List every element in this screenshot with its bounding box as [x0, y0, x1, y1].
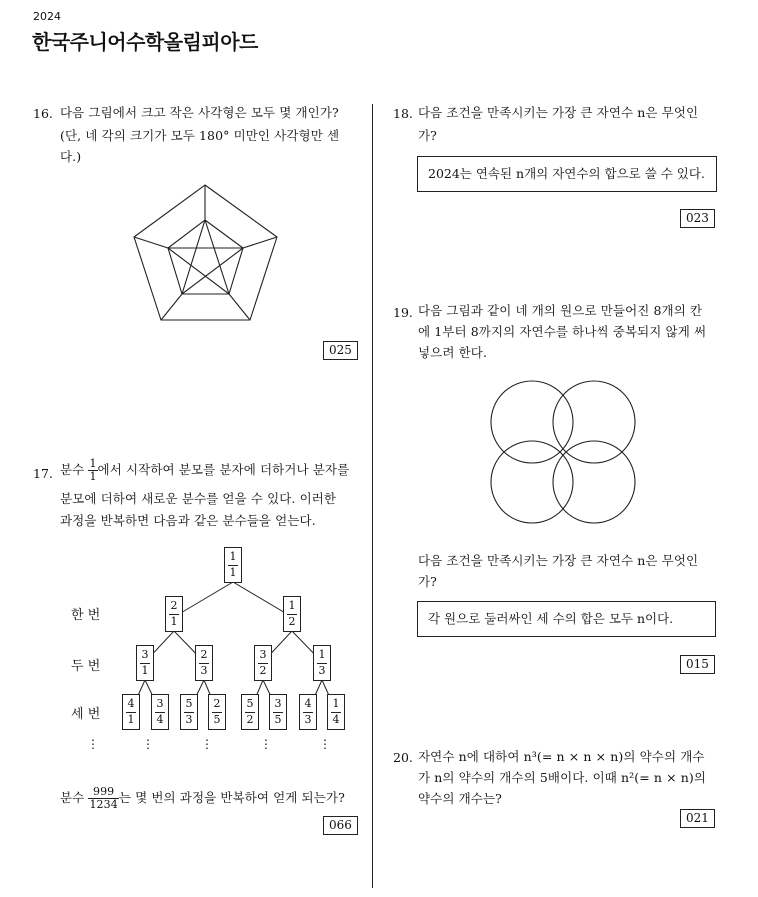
problem-20-line2: 가 n의 약수의 개수의 5배이다. 이때 n²(= n × n)의	[418, 770, 707, 785]
problem-19-number: 19.	[393, 305, 413, 320]
question-fraction: $\frac{999}{1234}$	[89, 785, 118, 811]
fraction-node: 1 2	[283, 596, 301, 632]
fraction-node: 2 3	[195, 645, 213, 681]
circle-top-left	[491, 381, 573, 463]
row-label-2: 두 번	[71, 659, 101, 674]
problem-19-line4: 다음 조건을 만족시키는 가장 큰 자연수 n은 무엇인	[418, 553, 699, 568]
problem-18-line2: 가?	[418, 128, 437, 143]
fraction-node: 4 1	[122, 694, 140, 730]
problem-17-line3: 과정을 반복하면 다음과 같은 분수들을 얻는다.	[60, 513, 316, 528]
ellipsis: ⋮	[260, 737, 272, 751]
problem-20-line3: 약수의 개수는?	[418, 791, 502, 806]
four-circles-figure	[488, 378, 642, 528]
problem-16-line3: 다.)	[60, 149, 82, 164]
problem-19-line1: 다음 그림과 같이 네 개의 원으로 만들어진 8개의 칸	[418, 303, 703, 318]
problem-18-line1: 다음 조건을 만족시키는 가장 큰 자연수 n은 무엇인	[418, 105, 699, 120]
problem-20-answer: 021	[680, 809, 715, 828]
problem-19-line2: 에 1부터 8까지의 자연수를 하나씩 중복되지 않게 써	[418, 324, 707, 339]
problem-16-line2: (단, 네 각의 크기가 모두 180° 미만인 사각형만 센	[60, 128, 340, 143]
ellipsis: ⋮	[319, 737, 331, 751]
fraction-node: 2 5	[208, 694, 226, 730]
fraction-node: 3 5	[269, 694, 287, 730]
fraction-node: 1 3	[313, 645, 331, 681]
problem-16-number: 16.	[33, 106, 53, 121]
fraction-node: 3 2	[254, 645, 272, 681]
circle-top-right	[553, 381, 635, 463]
ellipsis: ⋮	[201, 737, 213, 751]
problem-18-condition: 2024는 연속된 n개의 자연수의 합으로 쓸 수 있다.	[417, 156, 717, 192]
start-fraction: $\frac{1}{1}$	[89, 457, 97, 483]
circle-bottom-right	[553, 441, 635, 523]
row-label-1: 한 번	[71, 608, 101, 623]
ellipsis: ⋮	[142, 737, 154, 751]
problem-18-answer: 023	[680, 209, 715, 228]
fraction-node: 2 1	[165, 596, 183, 632]
problem-20-number: 20.	[393, 750, 413, 765]
problem-19-condition: 각 원으로 둘러싸인 세 수의 합은 모두 n이다.	[417, 601, 716, 637]
problem-16-line1: 다음 그림에서 크고 작은 사각형은 모두 몇 개인가?	[60, 105, 339, 120]
ellipsis: ⋮	[87, 737, 99, 751]
fraction-node: 4 3	[299, 694, 317, 730]
fraction-node: 1 1	[224, 547, 242, 583]
problem-16-answer: 025	[323, 341, 358, 360]
circle-bottom-left	[491, 441, 573, 523]
problem-17-line2: 분모에 더하여 새로운 분수를 얻을 수 있다. 이러한	[60, 491, 337, 506]
problem-17-number: 17.	[33, 466, 53, 481]
header-title: 한국주니어수학올림피아드	[32, 30, 258, 54]
fraction-node: 3 4	[151, 694, 169, 730]
problem-19-line3: 넣으려 한다.	[418, 345, 488, 360]
fraction-node: 5 2	[241, 694, 259, 730]
problem-19-answer: 015	[680, 655, 715, 674]
problem-18-number: 18.	[393, 106, 413, 121]
row-label-3: 세 번	[71, 707, 101, 722]
problem-19-line5: 가?	[418, 574, 437, 589]
problem-17-line1: 분수 $\frac{1}{1}$ 에서 시작하여 분모를 분자에 더하거나 분자를	[60, 457, 350, 483]
problem-17-question: 분수 $\frac{999}{1234}$ 는 몇 번의 과정을 반복하여 얻게 되는가?	[60, 785, 345, 811]
fraction-node: 3 1	[136, 645, 154, 681]
problem-17-answer: 066	[323, 816, 358, 835]
fraction-node: 5 3	[180, 694, 198, 730]
fraction-node: 1 4	[327, 694, 345, 730]
header-year: 2024	[33, 10, 61, 23]
problem-20-line1: 자연수 n에 대하여 n³(= n × n × n)의 약수의 개수	[418, 749, 705, 764]
